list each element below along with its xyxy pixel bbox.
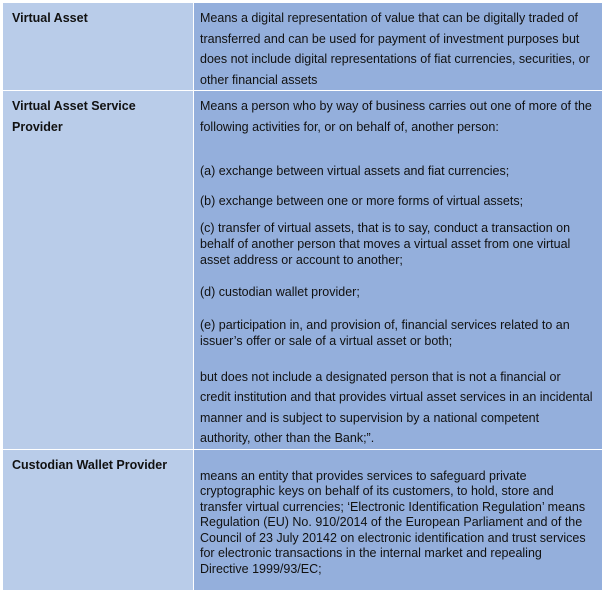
term-custodian-wallet-provider: Custodian Wallet Provider (12, 457, 168, 472)
vasp-item-c: (c) transfer of virtual assets, that is to say, conduct a transaction on behalf of another person that moves a virtual asset from one virtual asset address or account to another; (200, 221, 571, 267)
definition-virtual-asset: Means a digital representation of value that can be digitally traded of transferred and can be used for payment of investment purposes but does not include digital representations of fiat currencies, securities, or other financial assets (200, 11, 590, 87)
term-cell (3, 91, 194, 450)
vasp-item-d: (d) custodian wallet provider; (200, 285, 360, 299)
table-row (3, 91, 603, 450)
definition-cell (194, 449, 603, 590)
term-cell (3, 3, 194, 91)
definitions-table (2, 2, 603, 591)
term-virtual-asset: Virtual Asset (12, 11, 88, 25)
vasp-closing: but does not include a designated person that is not a financial or credit institution and that provides virtual asset services in an incidental manner and is subject to supervision by a national competent authority, other than the Bank;”. (200, 369, 593, 445)
vasp-item-e: (e) participation in, and provision of, financial services related to an issuer’s offer or sale of a virtual asset or both; (200, 317, 570, 348)
definition-cell (194, 91, 603, 450)
table-row (3, 449, 603, 590)
definition-cell (194, 3, 603, 91)
definition-custodian-wallet-provider: means an entity that provides services to safeguard private cryptographic keys on behalf of its customers, to hold, store and transfer virtual currencies; ‘Electronic Identification Regulation’ means Regulation (EU) No. 910/2014 of the European Parliament and of the Council of 23 July 20142 on electronic identification and trust services for electronic transactions in the internal market and repealing Directive 1999/93/EC; (200, 468, 586, 576)
vasp-item-b: (b) exchange between one or more forms of virtual assets; (200, 193, 524, 208)
term-vasp: Virtual Asset Service Provider (12, 99, 136, 134)
vasp-item-a: (a) exchange between virtual assets and fiat currencies; (200, 164, 510, 178)
vasp-intro: Means a person who by way of business carries out one of more of the following activities for, or on behalf of, another person: (200, 99, 592, 134)
table-row (3, 3, 603, 91)
term-cell (3, 449, 194, 590)
